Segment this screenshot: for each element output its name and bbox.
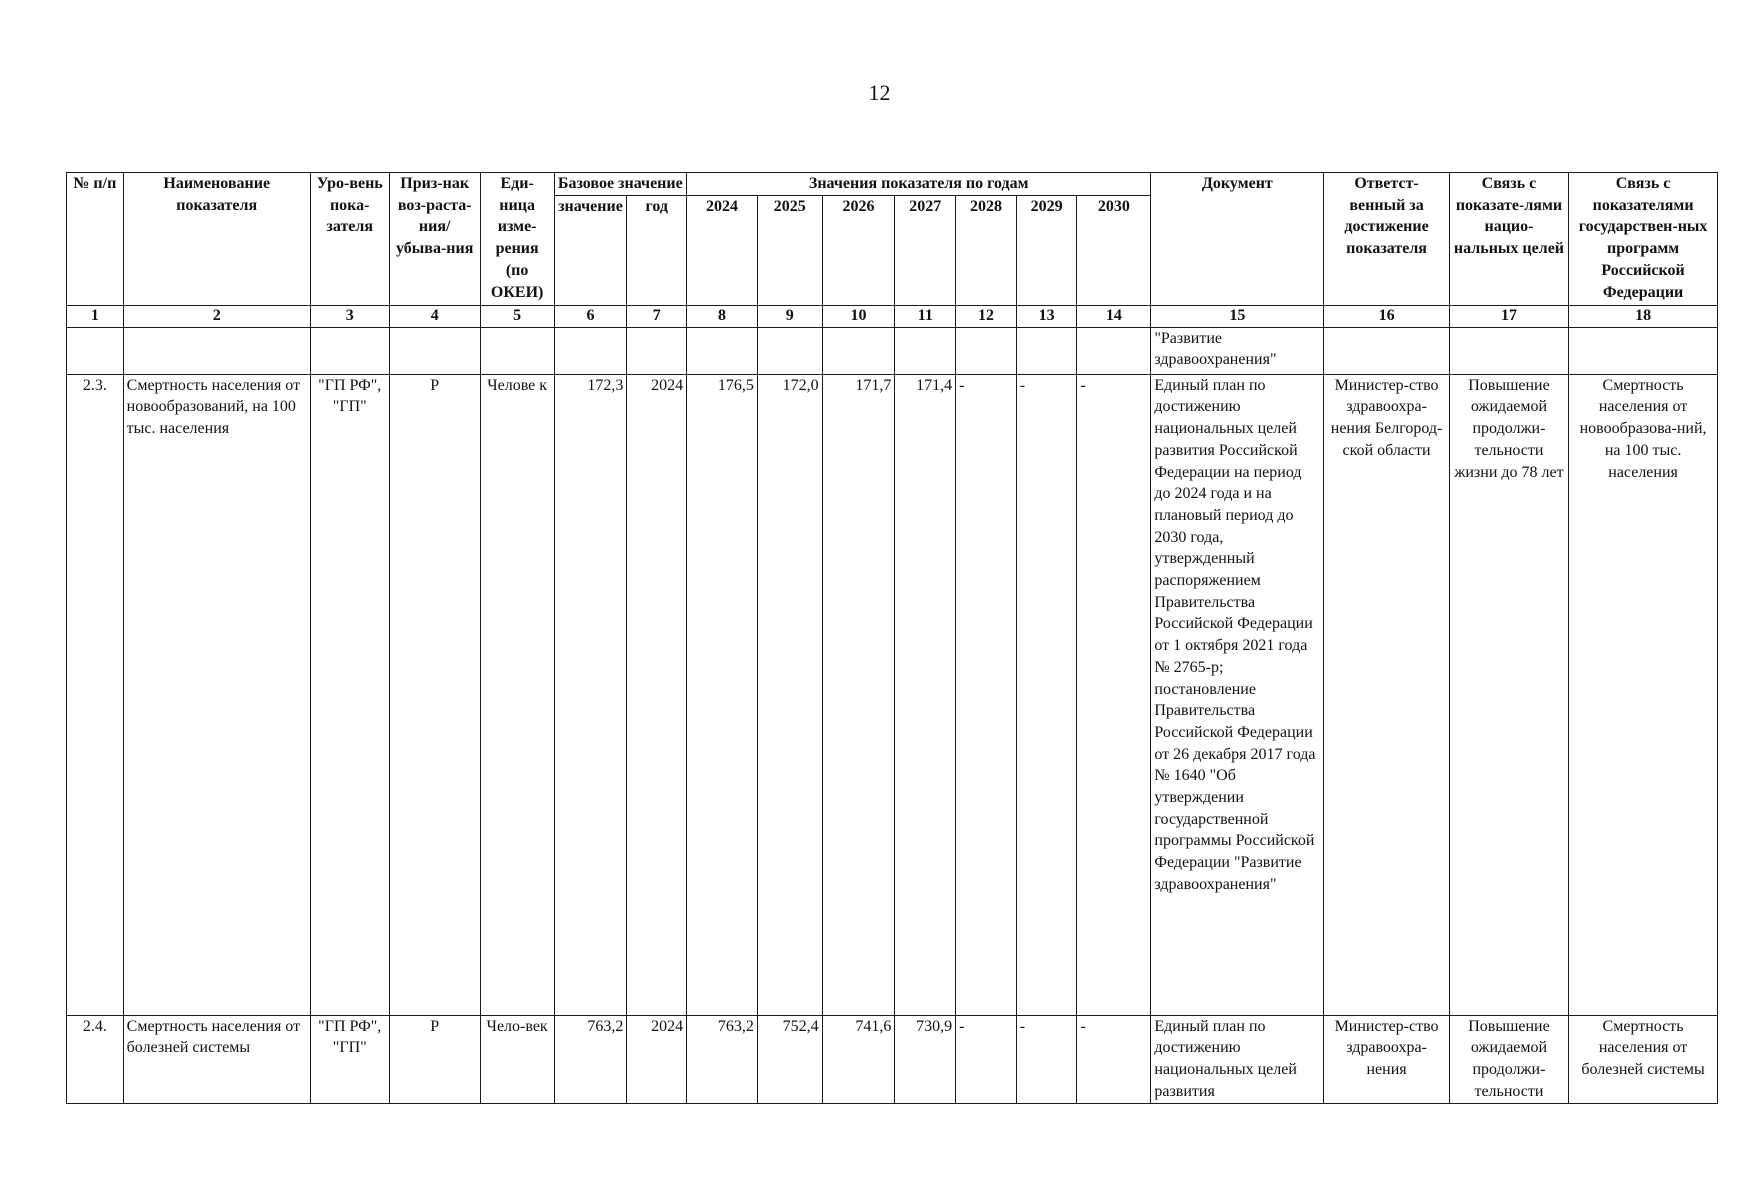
empty-cell [1449,327,1568,374]
row-sign: Р [389,1015,480,1103]
header-year: 2025 [757,195,822,305]
row-value-2025: 752,4 [757,1015,822,1103]
empty-cell [123,327,310,374]
column-number: 2 [123,305,310,327]
row-base-year: 2024 [627,374,687,1015]
indicators-table [66,172,1718,1104]
header-national-goals: Связь с показате-лями нацио-нальных целей [1449,173,1568,306]
column-number: 3 [310,305,389,327]
row-value-2028: - [956,374,1017,1015]
row-unit: Чело-век [480,1015,554,1103]
header-responsible: Ответст-венный за достижение показателя [1324,173,1449,306]
column-number: 4 [389,305,480,327]
header-year: 2026 [822,195,895,305]
header-name: Наименование показателя [123,173,310,306]
column-number: 16 [1324,305,1449,327]
row-responsible: Министер-ство здравоохра-нения [1324,1015,1449,1103]
column-number: 5 [480,305,554,327]
row-national-goals: Повышение ожидаемой продолжи-тельности жизни до 78 лет [1449,374,1568,1015]
header-year: 2029 [1016,195,1077,305]
row-value-2024: 763,2 [687,1015,758,1103]
header-year: 2024 [687,195,758,305]
row-responsible: Министер-ство здравоохра-нения Белгород-ской области [1324,374,1449,1015]
empty-cell [67,327,124,374]
header-base-year: год [627,195,687,305]
empty-cell [1569,327,1718,374]
header-document: Документ [1151,173,1324,306]
header-base-value: значение [554,195,627,305]
row-value-2028: - [956,1015,1017,1103]
row-value-2025: 172,0 [757,374,822,1015]
empty-cell [687,327,758,374]
row-num: 2.4. [67,1015,124,1103]
empty-cell [1324,327,1449,374]
page-number: 12 [868,80,891,105]
empty-cell [389,327,480,374]
row-document: Единый план по достижению национальных целей развития Российской Федерации на период до 2024 года и на плановый период до 2030 года, утвержденный распоряжением Правительства Российской Федерации от 1 октября 2021 года № 2765-р; постановление Правительства Российской Федерации от 26 декабря 2017 года № 1640 "Об утверждении государственной программы Российской Федерации "Развитие здравоохранения" [1151,374,1324,1015]
table-row [67,1015,1718,1103]
header-row-top [67,173,1718,196]
row-base-value: 763,2 [554,1015,627,1103]
row-value-2027: 730,9 [895,1015,956,1103]
header-year: 2027 [895,195,956,305]
column-number: 13 [1016,305,1077,327]
column-number: 14 [1077,305,1151,327]
row-level: "ГП РФ", "ГП" [310,1015,389,1103]
header-base: Базовое значение [554,173,687,196]
empty-cell [554,327,627,374]
column-number: 6 [554,305,627,327]
row-document: Единый план по достижению национальных целей развития [1151,1015,1324,1103]
row-indicator-name: Смертность населения от новообразований, на 100 тыс. населения [123,374,310,1015]
row-value-2029: - [1016,374,1077,1015]
row-base-year: 2024 [627,1015,687,1103]
empty-cell [956,327,1017,374]
column-number: 18 [1569,305,1718,327]
header-year: 2030 [1077,195,1151,305]
row-national-goals: Повышение ожидаемой продолжи-тельности [1449,1015,1568,1103]
column-number: 1 [67,305,124,327]
column-number: 9 [757,305,822,327]
row-sign: Р [389,374,480,1015]
row-num: 2.3. [67,374,124,1015]
row-value-2026: 741,6 [822,1015,895,1103]
header-by-years: Значения показателя по годам [687,173,1151,196]
row-value-2030: - [1077,374,1151,1015]
empty-cell [757,327,822,374]
column-number: 12 [956,305,1017,327]
empty-cell [627,327,687,374]
row-value-2030: - [1077,1015,1151,1103]
column-number: 8 [687,305,758,327]
empty-cell [480,327,554,374]
column-number: 15 [1151,305,1324,327]
column-number-row [67,305,1718,327]
header-unit: Еди-ница изме-рения (по ОКЕИ) [480,173,554,306]
continuation-row [67,327,1718,374]
header-level: Уро-вень пока-зателя [310,173,389,306]
empty-cell [1077,327,1151,374]
row-state-programs: Смертность населения от болезней системы [1569,1015,1718,1103]
row-level: "ГП РФ", "ГП" [310,374,389,1015]
empty-cell [310,327,389,374]
row-value-2029: - [1016,1015,1077,1103]
column-number: 11 [895,305,956,327]
row-value-2027: 171,4 [895,374,956,1015]
table-row [67,374,1718,1015]
row-value-2026: 171,7 [822,374,895,1015]
column-number: 17 [1449,305,1568,327]
row-base-value: 172,3 [554,374,627,1015]
header-sign: Приз-нак воз-раста-ния/ убыва-ния [389,173,480,306]
header-state-programs: Связь с показателями государствен-ных программ Российской Федерации [1569,173,1718,306]
column-number: 10 [822,305,895,327]
empty-cell [822,327,895,374]
empty-cell [895,327,956,374]
row-state-programs: Смертность населения от новообразова-ний, на 100 тыс. населения [1569,374,1718,1015]
column-number: 7 [627,305,687,327]
row-value-2024: 176,5 [687,374,758,1015]
continuation-document: "Развитие здравоохранения" [1151,327,1324,374]
row-unit: Челове к [480,374,554,1015]
header-year: 2028 [956,195,1017,305]
empty-cell [1016,327,1077,374]
row-indicator-name: Смертность населения от болезней системы [123,1015,310,1103]
header-num: № п/п [67,173,124,306]
